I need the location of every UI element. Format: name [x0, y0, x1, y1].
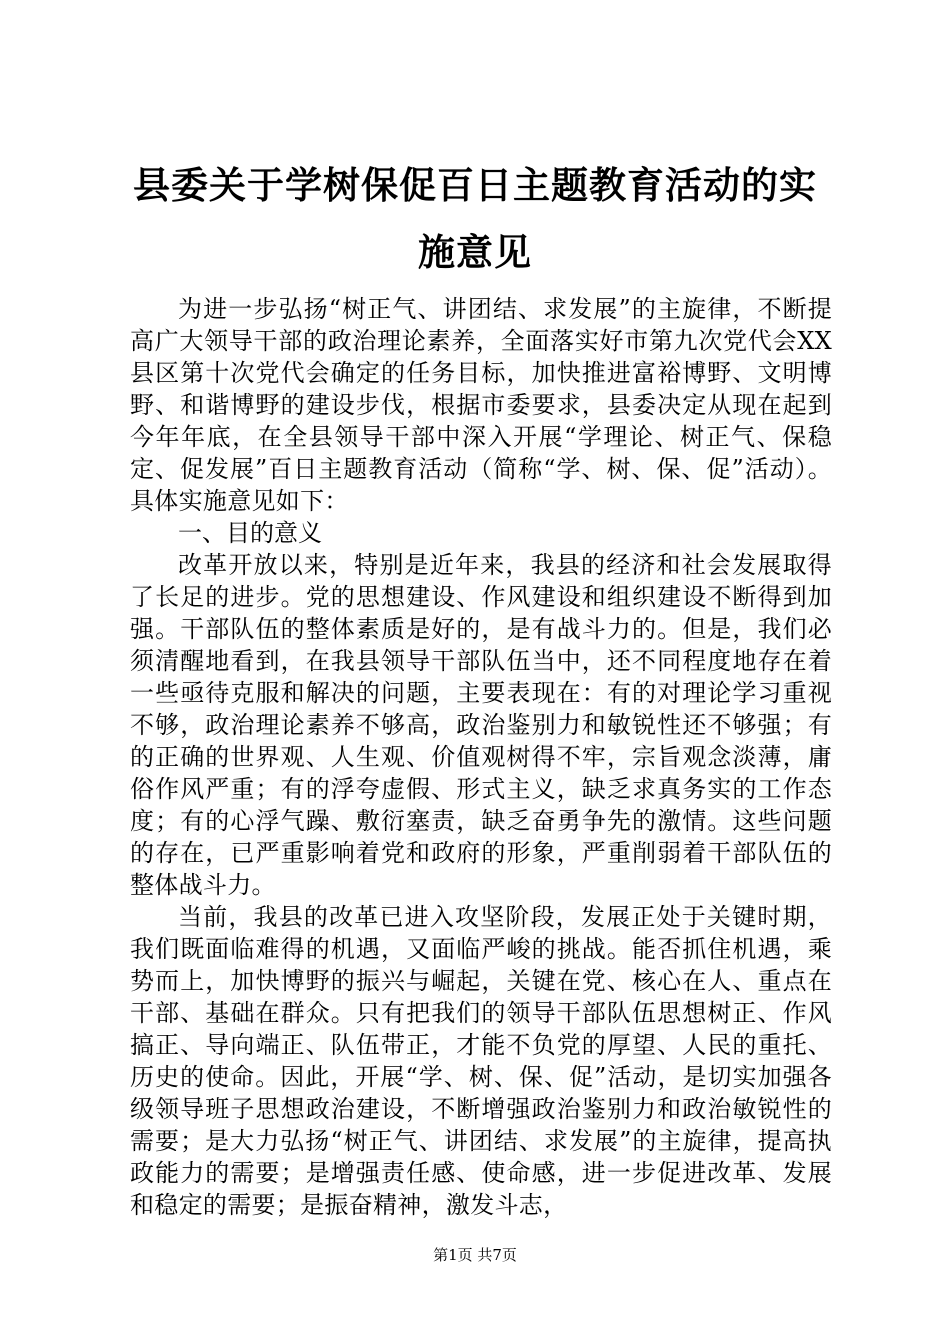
page-number: 第1页 — [433, 1246, 473, 1264]
paragraph-background: 改革开放以来，特别是近年来，我县的经济和社会发展取得了长足的进步。党的思想建设、作风建设和组织建设不断得到加强。干部队伍的整体素质是好的，是有战斗力的。但是，我们必须清醒地看到，在我县领导干部队伍当中，还不同程度地存在着一些亟待克服和解决的问题，主要表现在：有的对理论学习重视不够，政治理论素养不够高，政治鉴别力和敏锐性还不够强；有的正确的世界观、人生观、价值观树得不牢，宗旨观念淡薄，庸俗作风严重；有的浮夸虚假、形式主义，缺乏求真务实的工作态度；有的心浮气躁、敷衍塞责，缺乏奋勇争先的激情。这些问题的存在，已严重影响着党和政府的形象，严重削弱着干部队伍的整体战斗力。 — [130, 551, 832, 899]
paragraph-intro: 为进一步弘扬“树正气、讲团结、求发展”的主旋律，不断提高广大领导干部的政治理论素养，全面落实好市第九次党代会XX县区第十次党代会确定的任务目标，加快推进富裕博野、文明博野、和谐博野的建设步伐，根据市委要求，县委决定从现在起到今年年底，在全县领导干部中深入开展“学理论、树正气、保稳定、促发展”百日主题教育活动（简称“学、树、保、促”活动）。具体实施意见如下： — [130, 295, 832, 515]
section-heading: 一、目的意义 — [178, 519, 322, 547]
document-title: 县委关于学树保促百日主题教育活动的实施意见 — [133, 163, 817, 274]
document-body — [130, 293, 832, 1221]
page-total: 共7页 — [477, 1246, 517, 1264]
paragraph-current: 当前，我县的改革已进入攻坚阶段，发展正处于关键时期，我们既面临难得的机遇，又面临严峻的挑战。能否抓住机遇，乘势而上，加快博野的振兴与崛起，关键在党、核心在人、重点在干部、基础在群众。只有把我们的领导干部队伍思想树正、作风搞正、导向端正、队伍带正，才能不负党的厚望、人民的重托、历史的使命。因此，开展“学、树、保、促”活动，是切实加强各级领导班子思想政治建设，不断增强政治鉴别力和政治敏锐性的需要；是大力弘扬“树正气、讲团结、求发展”的主旋律，提高执政能力的需要；是增强责任感、使命感，进一步促进改革、发展和稳定的需要；是振奋精神，激发斗志， — [130, 903, 832, 1219]
page-footer — [0, 1245, 950, 1265]
